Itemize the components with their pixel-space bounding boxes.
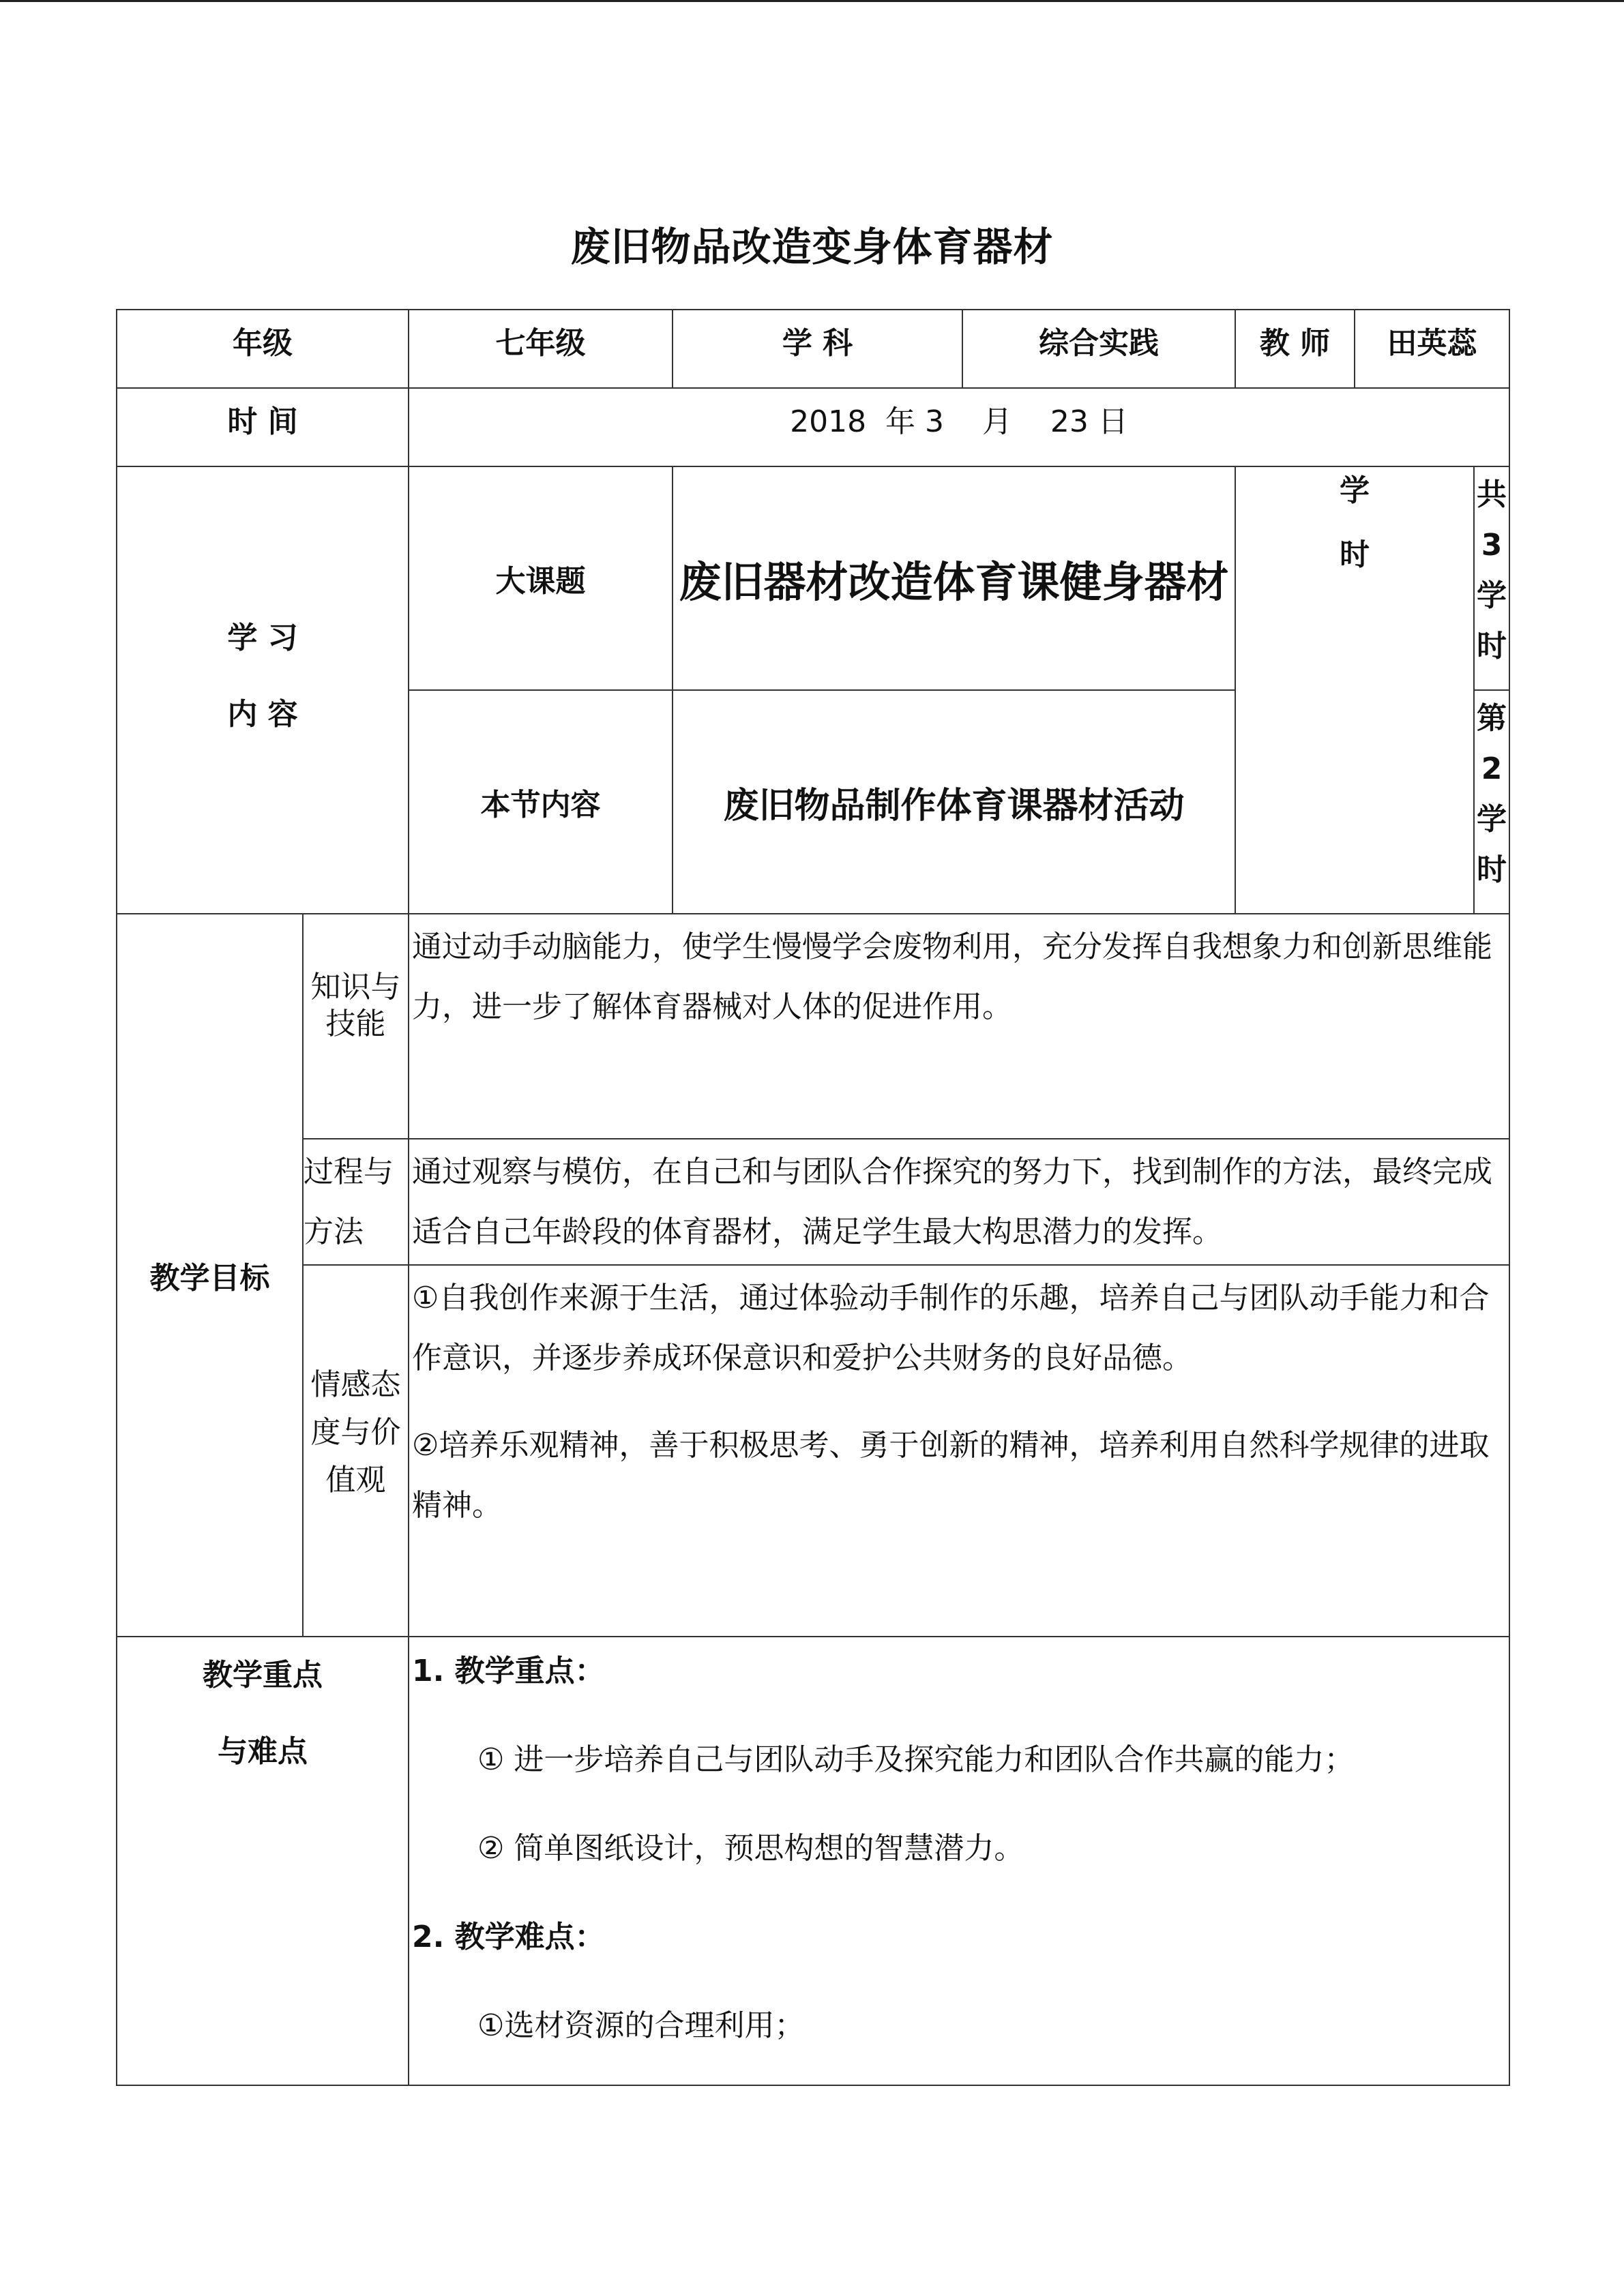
objective-emotion-row — [117, 1265, 1509, 1637]
topic-value: 废旧器材改造体育课健身器材 — [673, 466, 1235, 690]
time-value: 2018 年 3 月 23 日 — [409, 388, 1509, 466]
knowledge-text: 通过动手动脑能力，使学生慢慢学会废物利用，充分发挥自我想象力和创新思维能力，进一步了解体育器械对人体的促进作用。 — [409, 914, 1509, 1139]
section-value: 废旧物品制作体育课器材活动 — [673, 690, 1235, 914]
objective-process-row — [117, 1139, 1509, 1265]
key-points-label — [117, 1637, 409, 2085]
knowledge-label-line1: 知识与 — [310, 970, 401, 1004]
total-hours-char: 3 — [1481, 528, 1503, 563]
process-label — [303, 1139, 409, 1265]
topic-row — [117, 466, 1509, 690]
key-points-heading: 1. 教学重点： — [412, 1654, 605, 1688]
page-top-border — [0, 0, 1624, 2]
emotion-label-line1: 情感态 — [310, 1367, 401, 1402]
teacher-label: 教 师 — [1235, 310, 1355, 388]
process-label-line2: 方法 — [304, 1214, 364, 1249]
document-title: 废旧物品改造变身体育器材 — [570, 224, 1054, 270]
current-hours-cell — [1474, 690, 1509, 914]
learning-content-label — [117, 466, 409, 914]
total-hours-char: 时 — [1477, 629, 1507, 664]
current-hours-char: 时 — [1477, 852, 1507, 887]
process-label-line1: 过程与 — [304, 1154, 394, 1189]
subject-value: 综合实践 — [962, 310, 1235, 388]
time-row — [117, 388, 1509, 466]
hours-label-char-1: 学 — [1340, 473, 1370, 508]
total-hours-char: 学 — [1477, 578, 1507, 613]
current-hours-char: 学 — [1477, 802, 1507, 837]
difficulty-item: ①选材资源的合理利用； — [477, 2008, 805, 2043]
topic-label: 大课题 — [409, 466, 673, 690]
class-hours-label — [1235, 466, 1474, 914]
objectives-label: 教学目标 — [117, 914, 303, 1637]
header-row — [117, 310, 1509, 388]
key-points-label-line2: 与难点 — [218, 1734, 308, 1769]
learning-label-line1: 学 习 — [227, 621, 298, 655]
knowledge-label — [303, 914, 409, 1139]
emotion-text — [409, 1265, 1509, 1637]
current-hours-char: 第 — [1477, 701, 1507, 736]
teacher-value: 田英蕊 — [1355, 310, 1509, 388]
key-points-row — [117, 1637, 1509, 2085]
total-hours-char: 共 — [1477, 477, 1507, 512]
lesson-plan-table — [116, 309, 1510, 2086]
emotion-label-line3: 值观 — [325, 1463, 386, 1497]
emotion-label-line2: 度与价 — [310, 1415, 401, 1450]
key-points-label-line1: 教学重点 — [203, 1658, 323, 1693]
emotion-paragraph-1: ①自我创作来源于生活，通过体验动手制作的乐趣，培养自己与团队动手能力和合作意识，并逐步养成环保意识和爱护公共财务的良好品德。 — [412, 1281, 1490, 1375]
knowledge-label-line2: 技能 — [325, 1007, 386, 1041]
grade-value: 七年级 — [409, 310, 673, 388]
section-label: 本节内容 — [409, 690, 673, 914]
total-hours-cell — [1474, 466, 1509, 690]
subject-label: 学 科 — [673, 310, 962, 388]
key-point-item: ② 简单图纸设计，预思构想的智慧潜力。 — [477, 1831, 1024, 1866]
difficulty-heading: 2. 教学难点： — [412, 1920, 605, 1954]
time-label: 时 间 — [117, 388, 409, 466]
emotion-paragraph-2: ②培养乐观精神，善于积极思考、勇于创新的精神，培养利用自然科学规律的进取精神。 — [412, 1428, 1490, 1523]
learning-label-line2: 内 容 — [227, 697, 298, 732]
objective-knowledge-row — [117, 914, 1509, 1139]
emotion-label — [303, 1265, 409, 1637]
hours-label-char-2: 时 — [1340, 537, 1370, 572]
grade-label: 年级 — [117, 310, 409, 388]
current-hours-char: 2 — [1481, 751, 1503, 786]
key-points-content — [409, 1637, 1509, 2085]
process-text: 通过观察与模仿，在自己和与团队合作探究的努力下，找到制作的方法，最终完成适合自己年龄段的体育器材，满足学生最大构思潜力的发挥。 — [409, 1139, 1509, 1265]
key-point-item: ① 进一步培养自己与团队动手及探究能力和团队合作共赢的能力； — [477, 1742, 1355, 1777]
